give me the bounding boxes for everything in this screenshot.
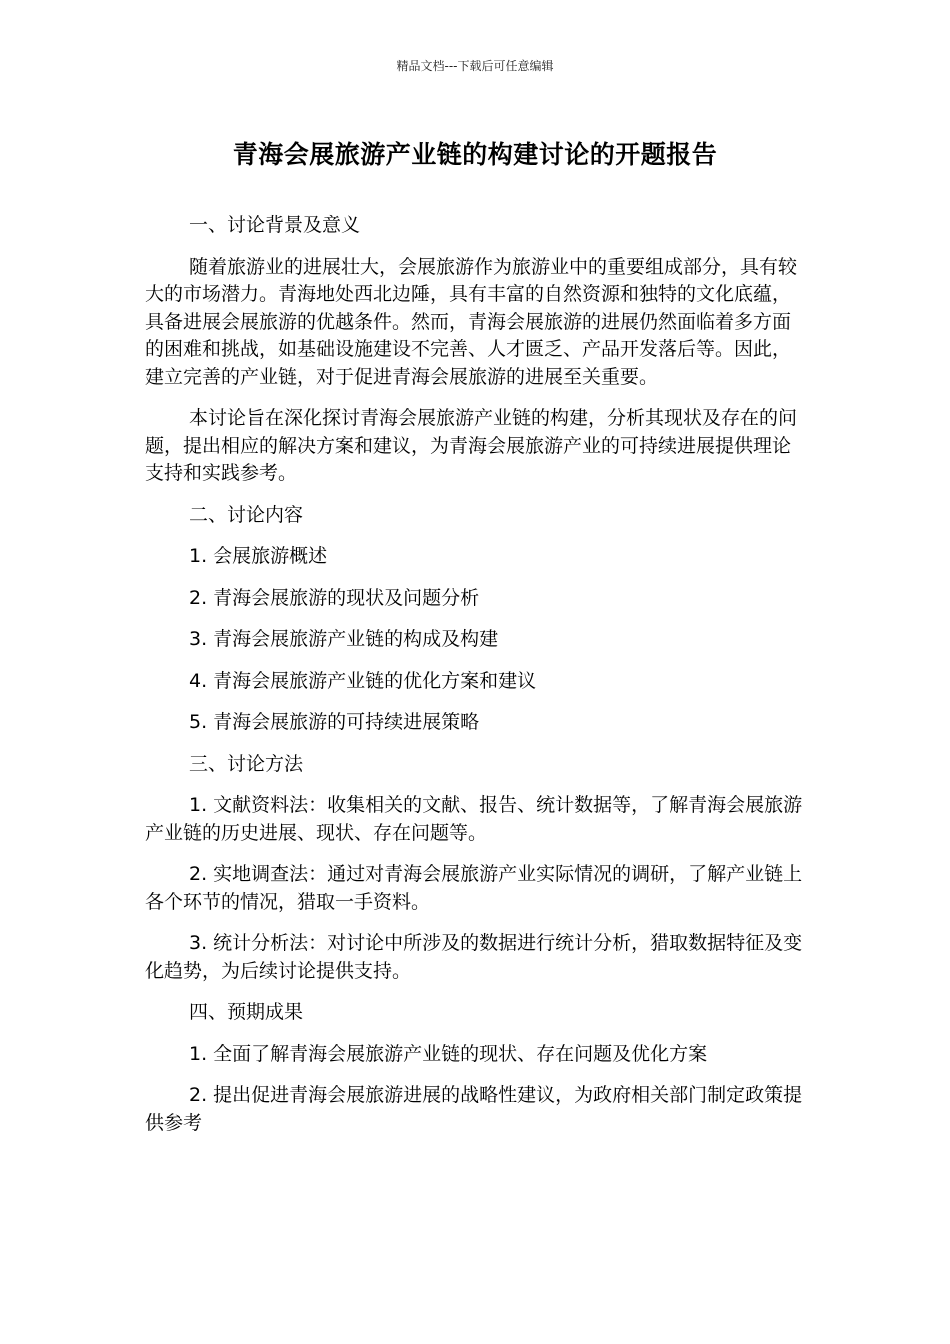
section-heading-background: 一、讨论背景及意义 bbox=[189, 214, 361, 236]
list-item-content-2: 2. 青海会展旅游的现状及问题分析 bbox=[189, 586, 480, 609]
list-item-method-2: 2. 实地调查法：通过对青海会展旅游产业实际情况的调研，了解产业链上各个环节的情况，猎取一手资料。 bbox=[145, 863, 803, 913]
section-heading-content: 二、讨论内容 bbox=[189, 503, 304, 526]
section-heading-outcome: 四、预期成果 bbox=[189, 1001, 304, 1023]
list-item-method-3: 3. 统计分析法：对讨论中所涉及的数据进行统计分析，猎取数据特征及变化趋势，为后续讨论提供支持。 bbox=[145, 932, 803, 982]
paragraph-background-1: 随着旅游业的进展壮大，会展旅游作为旅游业中的重要组成部分，具有较大的市场潜力。青海地处西北边陲，具有丰富的自然资源和独特的文化底蕴，具备进展会展旅游的优越条件。然而，青海会展旅游的进展仍然面临着多方面的困难和挑战，如基础设施建设不完善、人才匮乏、产品开发落后等。因此，建立完善的产业链，对于促进青海会展旅游的进展至关重要。 bbox=[145, 255, 798, 388]
paragraph-background-2: 本讨论旨在深化探讨青海会展旅游产业链的构建，分析其现状及存在的问题，提出相应的解决方案和建议，为青海会展旅游产业的可持续进展提供理论支持和实践参考。 bbox=[145, 407, 798, 484]
section-heading-method: 三、讨论方法 bbox=[189, 752, 304, 775]
list-item-content-4: 4. 青海会展旅游产业链的优化方案和建议 bbox=[189, 669, 537, 692]
list-item-outcome-2: 2. 提出促进青海会展旅游进展的战略性建议，为政府相关部门制定政策提供参考 bbox=[145, 1084, 803, 1134]
page-title: 青海会展旅游产业链的构建讨论的开题报告 bbox=[232, 140, 718, 169]
header-note: 精品文档---下载后可任意编辑 bbox=[396, 59, 554, 73]
list-item-outcome-1: 1. 全面了解青海会展旅游产业链的现状、存在问题及优化方案 bbox=[189, 1042, 708, 1065]
list-item-content-5: 5. 青海会展旅游的可持续进展策略 bbox=[189, 711, 480, 733]
document-body bbox=[145, 212, 805, 1151]
list-item-method-1: 1. 文献资料法：收集相关的文献、报告、统计数据等，了解青海会展旅游产业链的历史进展、现状、存在问题等。 bbox=[145, 794, 803, 844]
list-item-content-1: 1. 会展旅游概述 bbox=[189, 545, 328, 567]
list-item-content-3: 3. 青海会展旅游产业链的构成及构建 bbox=[189, 628, 499, 650]
